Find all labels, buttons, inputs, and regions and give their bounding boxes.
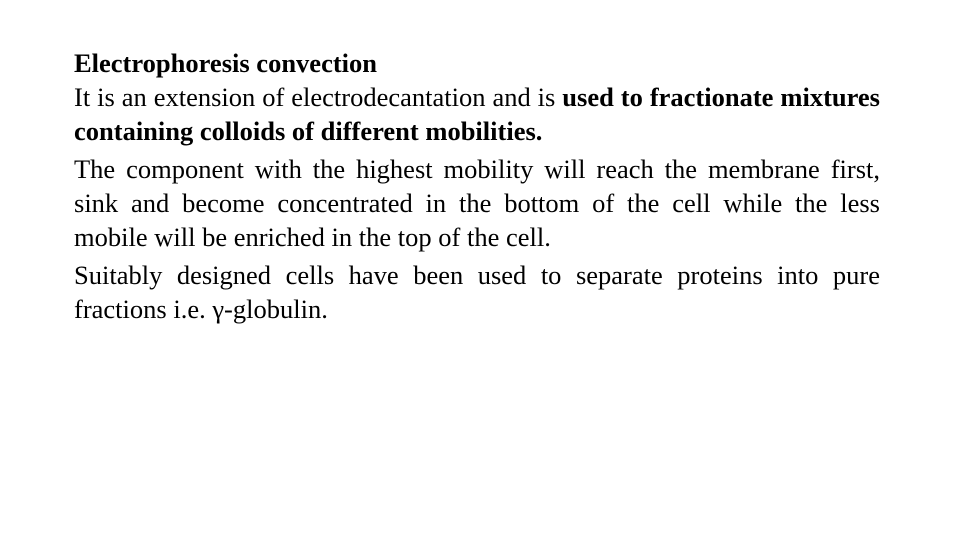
paragraph-1 <box>74 80 880 148</box>
paragraph-1-text: It is an extension of electrodecantation and is <box>74 82 563 112</box>
paragraph-3: Suitably designed cells have been used to separate proteins into pure fractions i.e. γ-globulin. <box>74 260 880 324</box>
paragraph-1-bold-text: used to fractionate mixtures containing colloids of different mobilities. <box>74 82 880 146</box>
paragraph-2: The component with the highest mobility will reach the membrane first, sink and become concentrated in the bottom of the cell while the less mobile will be enriched in the top of the cell. <box>74 154 880 252</box>
slide-content <box>74 46 880 330</box>
slide-title: Electrophoresis convection <box>74 48 378 78</box>
